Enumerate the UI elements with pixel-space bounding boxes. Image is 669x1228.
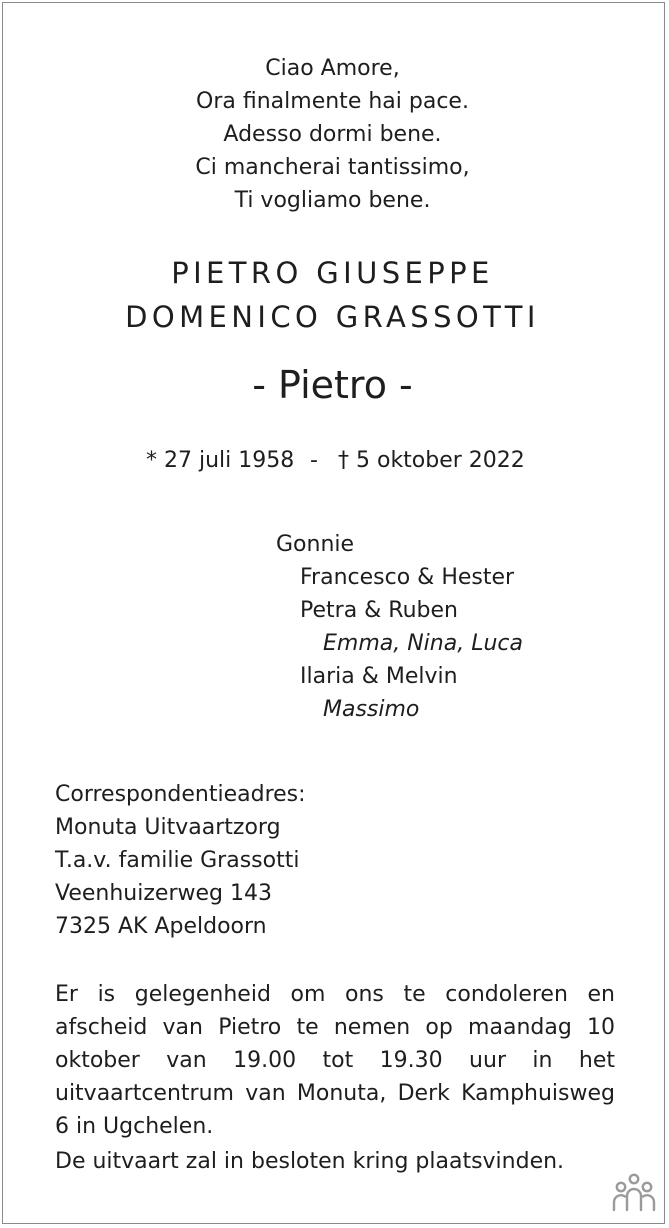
birth-date: * 27 juli 1958 [146, 448, 295, 473]
family-member: Petra & Ruben [300, 598, 458, 623]
family-member: Ilaria & Melvin [300, 664, 458, 689]
poem-line-5: Ti vogliamo bene. [234, 188, 431, 213]
date-separator: - [310, 448, 318, 473]
condolence-paragraph: Er is gelegenheid om ons te condoleren en afscheid van Pietro te nemen op maandag 10 oktober van 19.00 tot 19.30 uur in het uitvaartcentrum van Monuta, Derk Kamphuisweg 6 in Ugchelen. [55, 982, 615, 1139]
family-partner: Gonnie [276, 532, 355, 557]
address-line: Monuta Uitvaartzorg [55, 815, 281, 840]
address-line: Veenhuizerweg 143 [55, 881, 272, 906]
name-line-2: DOMENICO GRASSOTTI [125, 300, 540, 334]
people-group-icon [610, 1172, 658, 1214]
address-label: Correspondentieadres: [55, 782, 306, 807]
poem-line-3: Adesso dormi bene. [223, 122, 442, 147]
poem-line-4: Ci mancherai tantissimo, [195, 155, 470, 180]
address-line: 7325 AK Apeldoorn [55, 914, 267, 939]
name-line-1: PIETRO GIUSEPPE [171, 256, 494, 290]
funeral-paragraph: De uitvaart zal in besloten kring plaatsvinden. [55, 1149, 565, 1174]
address-line: T.a.v. familie Grassotti [55, 848, 300, 873]
family-grandchildren: Massimo [323, 697, 420, 722]
poem-line-2: Ora finalmente hai pace. [196, 89, 469, 114]
nickname: - Pietro - [252, 363, 413, 407]
family-grandchildren: Emma, Nina, Luca [323, 631, 523, 656]
poem-line-1: Ciao Amore, [265, 56, 400, 81]
death-date: † 5 oktober 2022 [338, 448, 525, 473]
family-member: Francesco & Hester [300, 565, 515, 590]
